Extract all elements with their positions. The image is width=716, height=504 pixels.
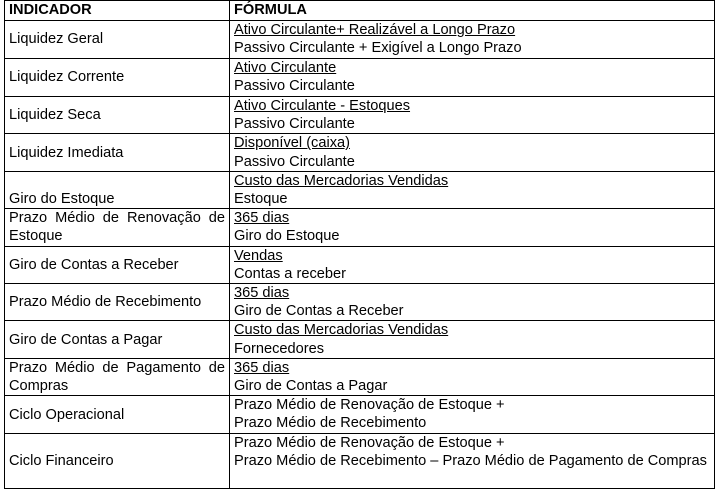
indicator-cell: Ciclo Financeiro (5, 434, 230, 489)
formula-numerator: 365 dias (234, 359, 290, 376)
indicator-table (4, 0, 715, 489)
formula-denominator: Passivo Circulante + Exigível a Longo Prazo (234, 40, 522, 57)
formula-cell (230, 171, 715, 208)
formula-line: Prazo Médio de Recebimento (234, 415, 427, 432)
formula-numerator: Ativo Circulante+ Realizável a Longo Prazo (234, 22, 516, 38)
formula-denominator: Contas a receber (234, 265, 346, 282)
table-row (5, 284, 715, 321)
formula-numerator: 365 dias (234, 285, 290, 302)
indicator-cell: Liquidez Imediata (5, 134, 230, 171)
formula-denominator: Passivo Circulante (234, 78, 355, 95)
formula-denominator: Fornecedores (234, 340, 325, 357)
formula-denominator: Giro de Contas a Receber (234, 303, 404, 320)
formula-cell (230, 358, 715, 395)
indicator-cell: Giro de Contas a Pagar (5, 321, 230, 358)
formula-numerator: 365 dias (234, 210, 290, 227)
indicator-text: Prazo Médio de Pagamento de Compras (9, 359, 225, 395)
table-row (5, 134, 715, 171)
formula-line: Prazo Médio de Renovação de Estoque + (234, 397, 505, 414)
indicator-cell: Liquidez Seca (5, 97, 230, 134)
table-row (5, 358, 715, 395)
table-row (5, 171, 715, 208)
indicator-text: Prazo Médio de Renovação de Estoque (9, 210, 225, 245)
indicator-cell (5, 209, 230, 246)
formula-cell (230, 134, 715, 171)
formula-cell (230, 209, 715, 246)
formula-cell (230, 434, 715, 489)
formula-denominator: Estoque (234, 191, 288, 208)
formula-line: Prazo Médio de Renovação de Estoque + (234, 435, 505, 452)
formula-cell (230, 284, 715, 321)
table-row (5, 246, 715, 283)
table-row (5, 396, 715, 434)
indicator-cell: Giro de Contas a Receber (5, 246, 230, 283)
indicator-cell: Liquidez Geral (5, 21, 230, 59)
formula-numerator: Ativo Circulante (234, 60, 337, 76)
formula-cell (230, 321, 715, 358)
formula-cell (230, 97, 715, 134)
table-row (5, 209, 715, 246)
indicator-cell: Liquidez Corrente (5, 59, 230, 97)
indicator-cell: Ciclo Operacional (5, 396, 230, 434)
formula-denominator: Giro do Estoque (234, 228, 340, 245)
formula-numerator: Ativo Circulante - Estoques (234, 98, 411, 114)
formula-numerator: Vendas (234, 247, 283, 264)
header-formula: FÓRMULA (230, 1, 715, 21)
indicator-cell: Giro do Estoque (5, 171, 230, 208)
indicator-cell: Prazo Médio de Recebimento (5, 284, 230, 321)
formula-cell (230, 246, 715, 283)
formula-numerator: Custo das Mercadorias Vendidas (234, 172, 449, 189)
formula-line: Prazo Médio de Recebimento – Prazo Médio de Pagamento de Compras (234, 453, 707, 470)
indicator-cell (5, 358, 230, 395)
formula-cell (230, 396, 715, 434)
table-row (5, 21, 715, 59)
formula-cell (230, 21, 715, 59)
table-row (5, 59, 715, 97)
formula-numerator: Disponível (caixa) (234, 135, 350, 152)
header-row (5, 1, 715, 21)
formula-denominator: Passivo Circulante (234, 116, 355, 133)
header-indicator: INDICADOR (5, 1, 230, 21)
formula-numerator: Custo das Mercadorias Vendidas (234, 322, 449, 339)
indicator-table-wrapper (4, 0, 715, 489)
formula-denominator: Giro de Contas a Pagar (234, 378, 388, 395)
table-row (5, 97, 715, 134)
table-row (5, 321, 715, 358)
table-row (5, 434, 715, 489)
formula-denominator: Passivo Circulante (234, 153, 355, 170)
formula-cell (230, 59, 715, 97)
